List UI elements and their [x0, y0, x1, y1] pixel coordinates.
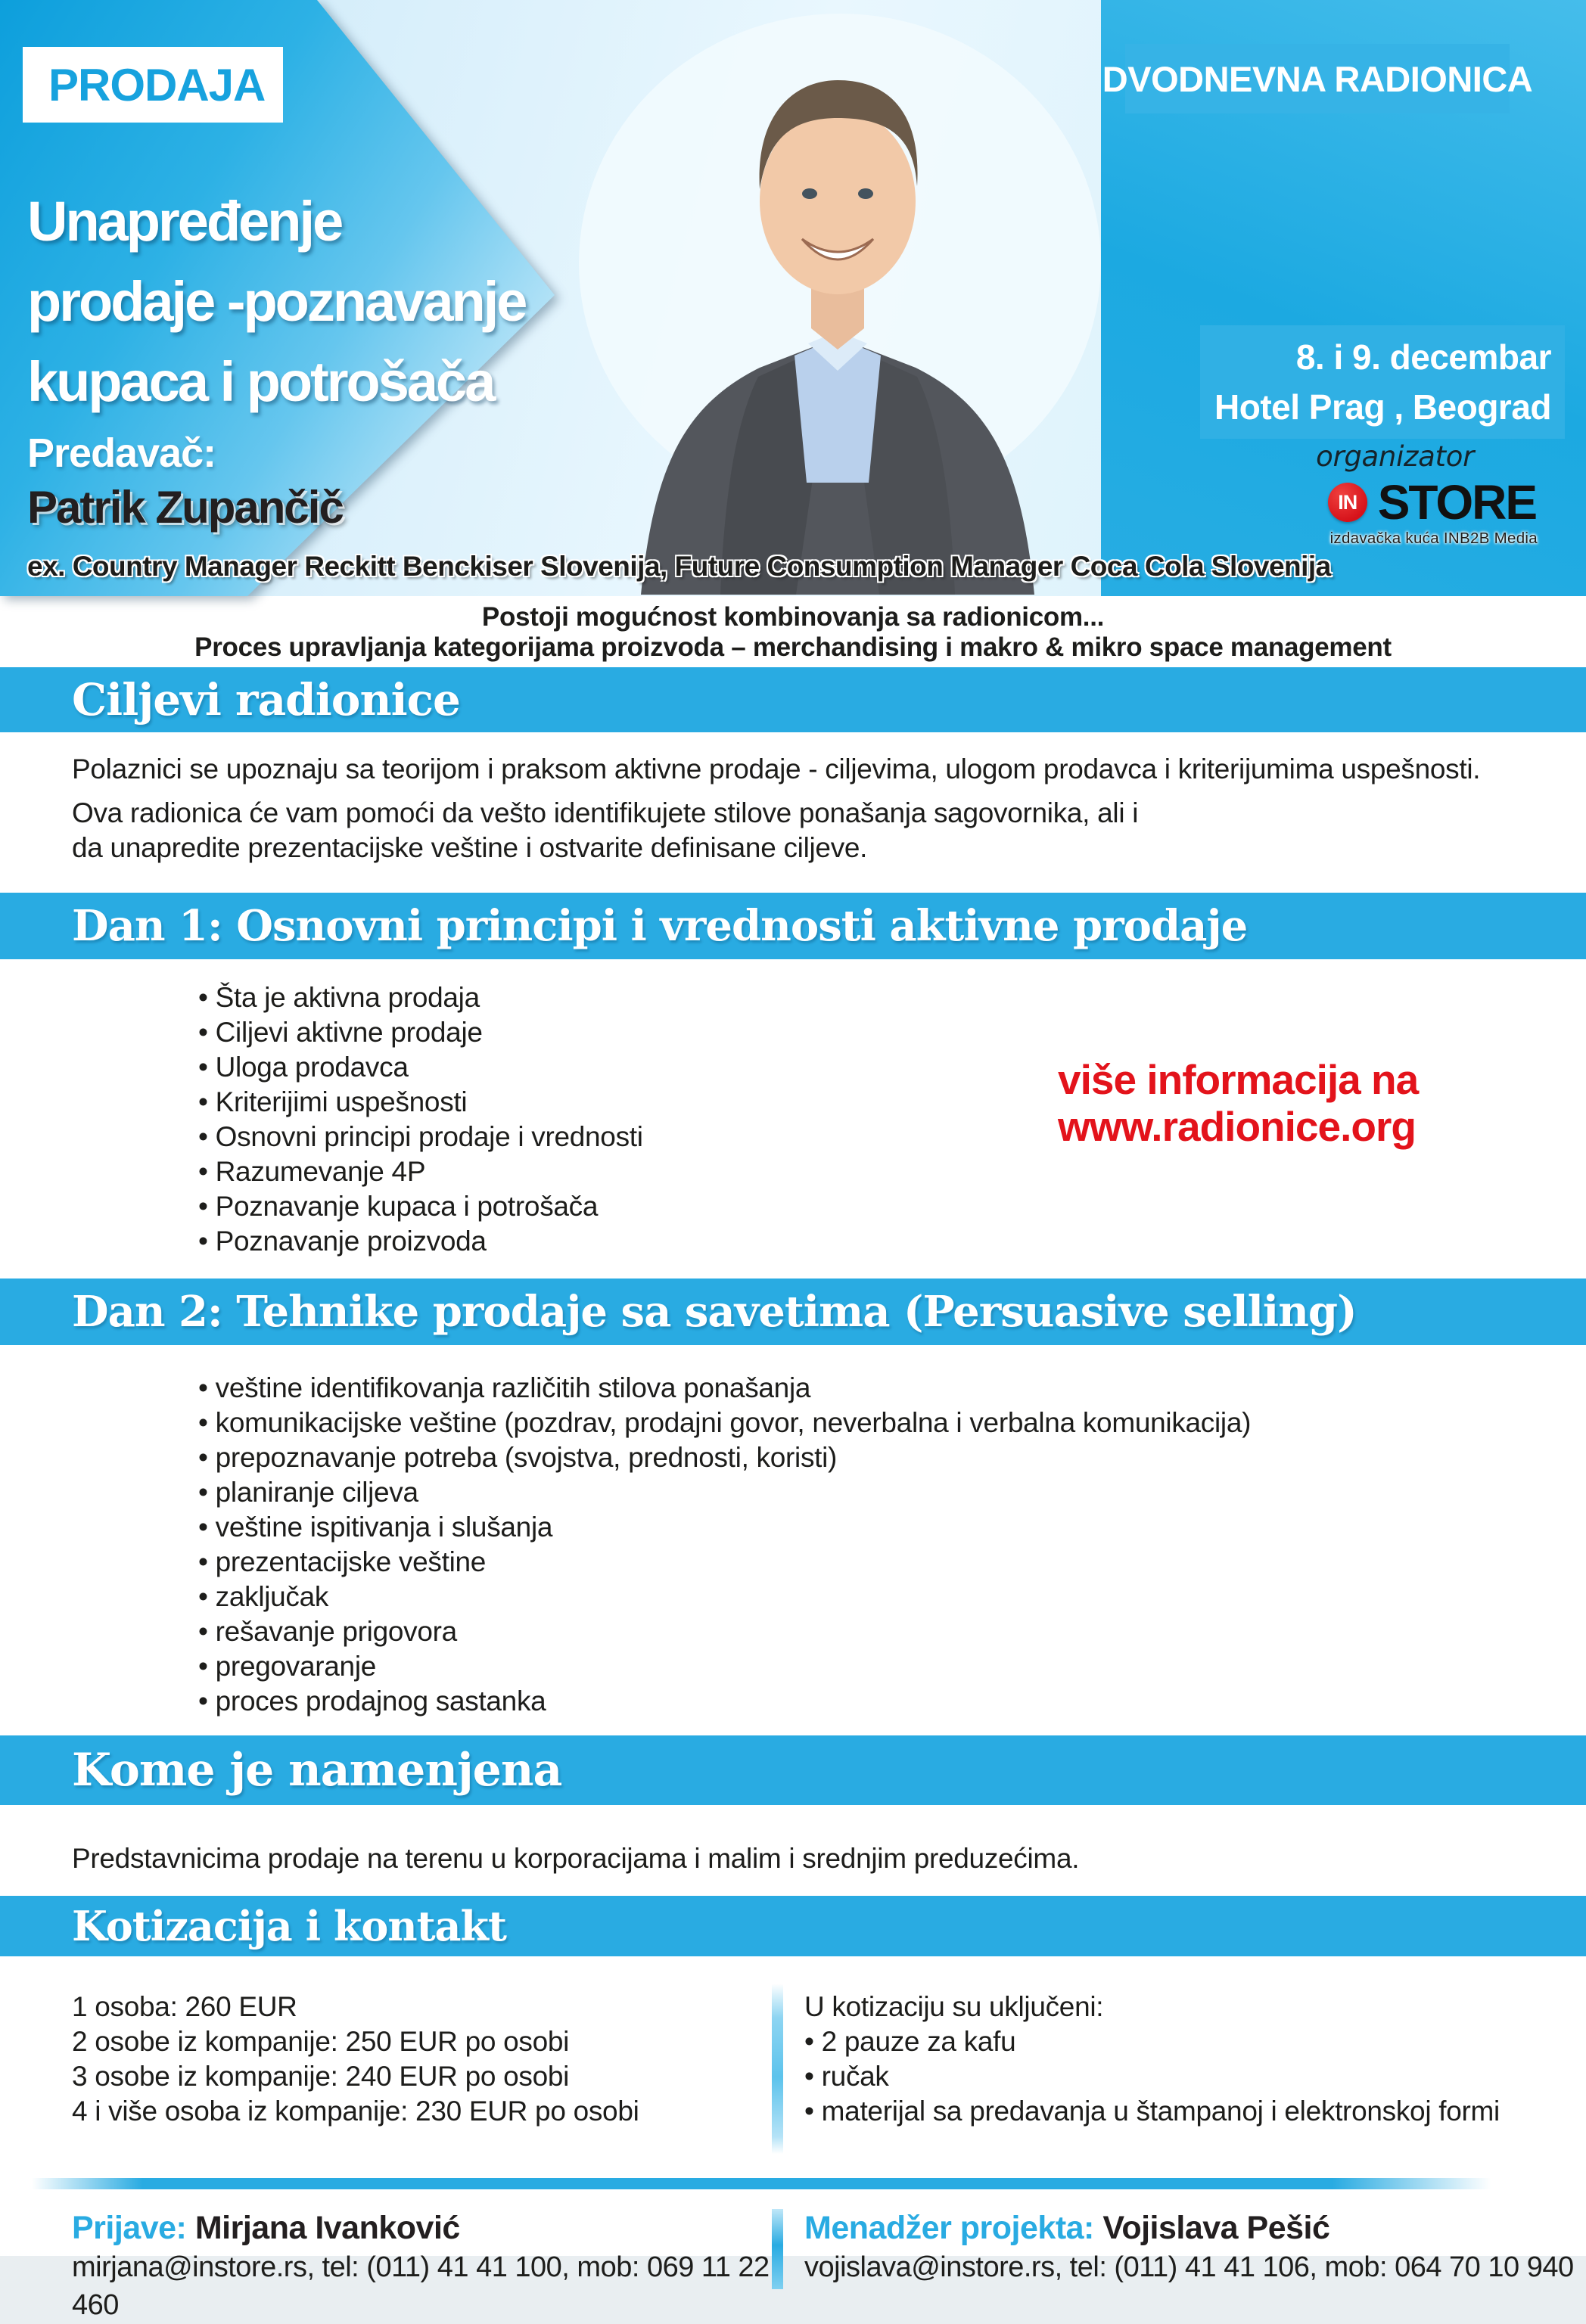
section-banner-pricing	[0, 1896, 1586, 1956]
registration-name: Mirjana Ivanković	[194, 2210, 460, 2246]
list-item: • Poznavanje kupaca i potrošača	[198, 1189, 1586, 1224]
goals-paragraph-2: Ova radionica će vam pomoći da vešto identifikujete stilove ponašanja sagovornika, ali i da unapredite prezentacijske veštine i ostvarite definisane ciljeve.	[72, 797, 1139, 863]
more-info-url[interactable]: www.radionice.org	[1058, 1103, 1416, 1150]
price-row: 3 osobe iz kompanije: 240 EUR po osobi	[72, 2061, 570, 2092]
vertical-divider	[772, 1984, 783, 2154]
price-row: 2 osobe iz kompanije: 250 EUR po osobi	[72, 2026, 570, 2057]
list-item: • 2 pauze za kafu	[804, 2024, 1500, 2059]
event-date-box	[1200, 325, 1565, 439]
more-info-text: više informacija na	[1058, 1056, 1419, 1103]
registration-heading	[72, 2207, 772, 2248]
price-row: 4 i više osoba iz kompanije: 230 EUR po osobi	[72, 2096, 639, 2127]
category-badge-label: PRODAJA	[48, 59, 266, 110]
list-item: • ručak	[804, 2059, 1500, 2094]
goals-text	[72, 752, 1495, 865]
speaker-name: Patrik Zupančič	[27, 482, 343, 533]
event-date: 8. i 9. decembar	[1295, 337, 1551, 377]
event-venue: Hotel Prag , Beograd	[1214, 387, 1551, 427]
manager-name: Vojislava Pešić	[1102, 2210, 1330, 2246]
workshop-type-label: DVODNEVNA RADIONICA	[1102, 58, 1533, 99]
organizer-label: organizator	[1316, 440, 1474, 473]
logo-store-text: STORE	[1377, 475, 1536, 530]
day2-section	[0, 1371, 1586, 1719]
right-blue-panel	[1101, 0, 1586, 596]
list-item: • proces prodajnog sastanka	[198, 1684, 1586, 1719]
manager-contact-block	[804, 2207, 1574, 2324]
manager-label: Menadžer projekta:	[804, 2210, 1094, 2246]
workshop-type-badge	[1102, 44, 1533, 113]
registration-contact-block	[72, 2207, 772, 2324]
combination-note	[0, 596, 1586, 663]
list-item: • prezentacijske veštine	[198, 1545, 1586, 1580]
section-banner-audience	[0, 1735, 1586, 1805]
price-list	[72, 1990, 772, 2154]
list-item: • Osnovni principi prodaje i vrednosti	[198, 1120, 1586, 1154]
pricing-section	[0, 1990, 1586, 2154]
section-banner-day2	[0, 1279, 1586, 1345]
included-list	[804, 1990, 1500, 2154]
list-item: • Kriterijimi uspešnosti	[198, 1085, 1586, 1120]
list-item: • zaključak	[198, 1580, 1586, 1614]
list-item: • komunikacijske veštine (pozdrav, prodajni govor, neverbalna i verbalna komunikacija)	[198, 1406, 1586, 1440]
combination-note-line-2: Proces upravljanja kategorijama proizvoda – merchandising i makro & mikro space management	[194, 632, 1392, 662]
category-badge	[23, 47, 283, 123]
included-items	[804, 2024, 1500, 2129]
manager-contact: vojislava@instore.rs, tel: (011) 41 41 106, mob: 064 70 10 940	[804, 2251, 1574, 2283]
registration-label: Prijave:	[72, 2210, 187, 2246]
horizontal-divider	[0, 2178, 1586, 2189]
logo-in-text: IN	[1338, 490, 1357, 514]
list-item: • Poznavanje proizvoda	[198, 1224, 1586, 1259]
list-item: • materijal sa predavanja u štampanoj i elektronskoj formi	[804, 2094, 1500, 2129]
registration-contact: mirjana@instore.rs, tel: (011) 41 41 100, mob: 069 11 22 460	[72, 2251, 770, 2321]
day2-bullet-list	[0, 1371, 1586, 1719]
list-item: • planiranje ciljeva	[198, 1475, 1586, 1510]
logo-tagline: izdavačka kuća INB2B Media	[1329, 530, 1538, 547]
included-title: U kotizaciju su uključeni:	[804, 1991, 1104, 2022]
list-item: • veštine ispitivanja i slušanja	[198, 1510, 1586, 1545]
list-item: • veštine identifikovanja različitih stilova ponašanja	[198, 1371, 1586, 1406]
speaker-label: Predavač:	[27, 430, 216, 476]
goals-paragraph-1: Polaznici se upoznaju sa teorijom i praksom aktivne prodaje - ciljevima, ulogom prodavca i kriterijumima uspešnosti.	[72, 753, 1481, 785]
goals-heading: Ciljevi radionice	[72, 674, 460, 725]
title-line-1: Unapređenje	[27, 190, 342, 253]
day1-section	[0, 980, 1586, 1259]
more-info-callout	[1058, 1056, 1418, 1150]
audience-heading: Kome je namenjena	[72, 1744, 562, 1797]
list-item: • Ciljevi aktivne prodaje	[198, 1015, 1586, 1050]
section-banner-goals	[0, 667, 1586, 732]
instore-logo-in-icon	[1328, 483, 1367, 522]
combination-note-line-1: Postoji mogućnost kombinovanja sa radionicom...	[481, 602, 1105, 632]
header	[0, 0, 1586, 596]
page-title	[27, 182, 525, 422]
list-item: • Razumevanje 4P	[198, 1154, 1586, 1189]
manager-heading	[804, 2207, 1574, 2248]
title-line-2: prodaje -poznavanje	[27, 270, 526, 333]
list-item: • prepoznavanje potreba (svojstva, prednosti, koristi)	[198, 1440, 1586, 1475]
title-line-3: kupaca i potrošača	[27, 350, 494, 413]
day2-heading: Dan 2: Tehnike prodaje sa savetima (Persuasive selling)	[72, 1287, 1357, 1337]
speaker-bio: ex. Country Manager Reckitt Benckiser Slovenija, Future Consumption Manager Coca Cola Slovenija	[27, 551, 1331, 582]
list-item: • pregovaranje	[198, 1649, 1586, 1684]
footer	[0, 2207, 1586, 2324]
list-item: • rešavanje prigovora	[198, 1614, 1586, 1649]
list-item: • Šta je aktivna prodaja	[198, 980, 1586, 1015]
instore-logo	[1328, 475, 1536, 530]
day1-heading: Dan 1: Osnovni principi i vrednosti aktivne prodaje	[72, 901, 1248, 951]
section-banner-day1	[0, 893, 1586, 959]
list-item: • Uloga prodavca	[198, 1050, 1586, 1085]
price-row: 1 osoba: 260 EUR	[72, 1991, 297, 2022]
pricing-heading: Kotizacija i kontakt	[72, 1902, 506, 1950]
speaker-photo	[569, 12, 1106, 596]
audience-text: Predstavnicima prodaje na terenu u korporacijama i malim i srednjim preduzećima.	[72, 1843, 1080, 1874]
footer-divider-bar	[772, 2209, 783, 2289]
